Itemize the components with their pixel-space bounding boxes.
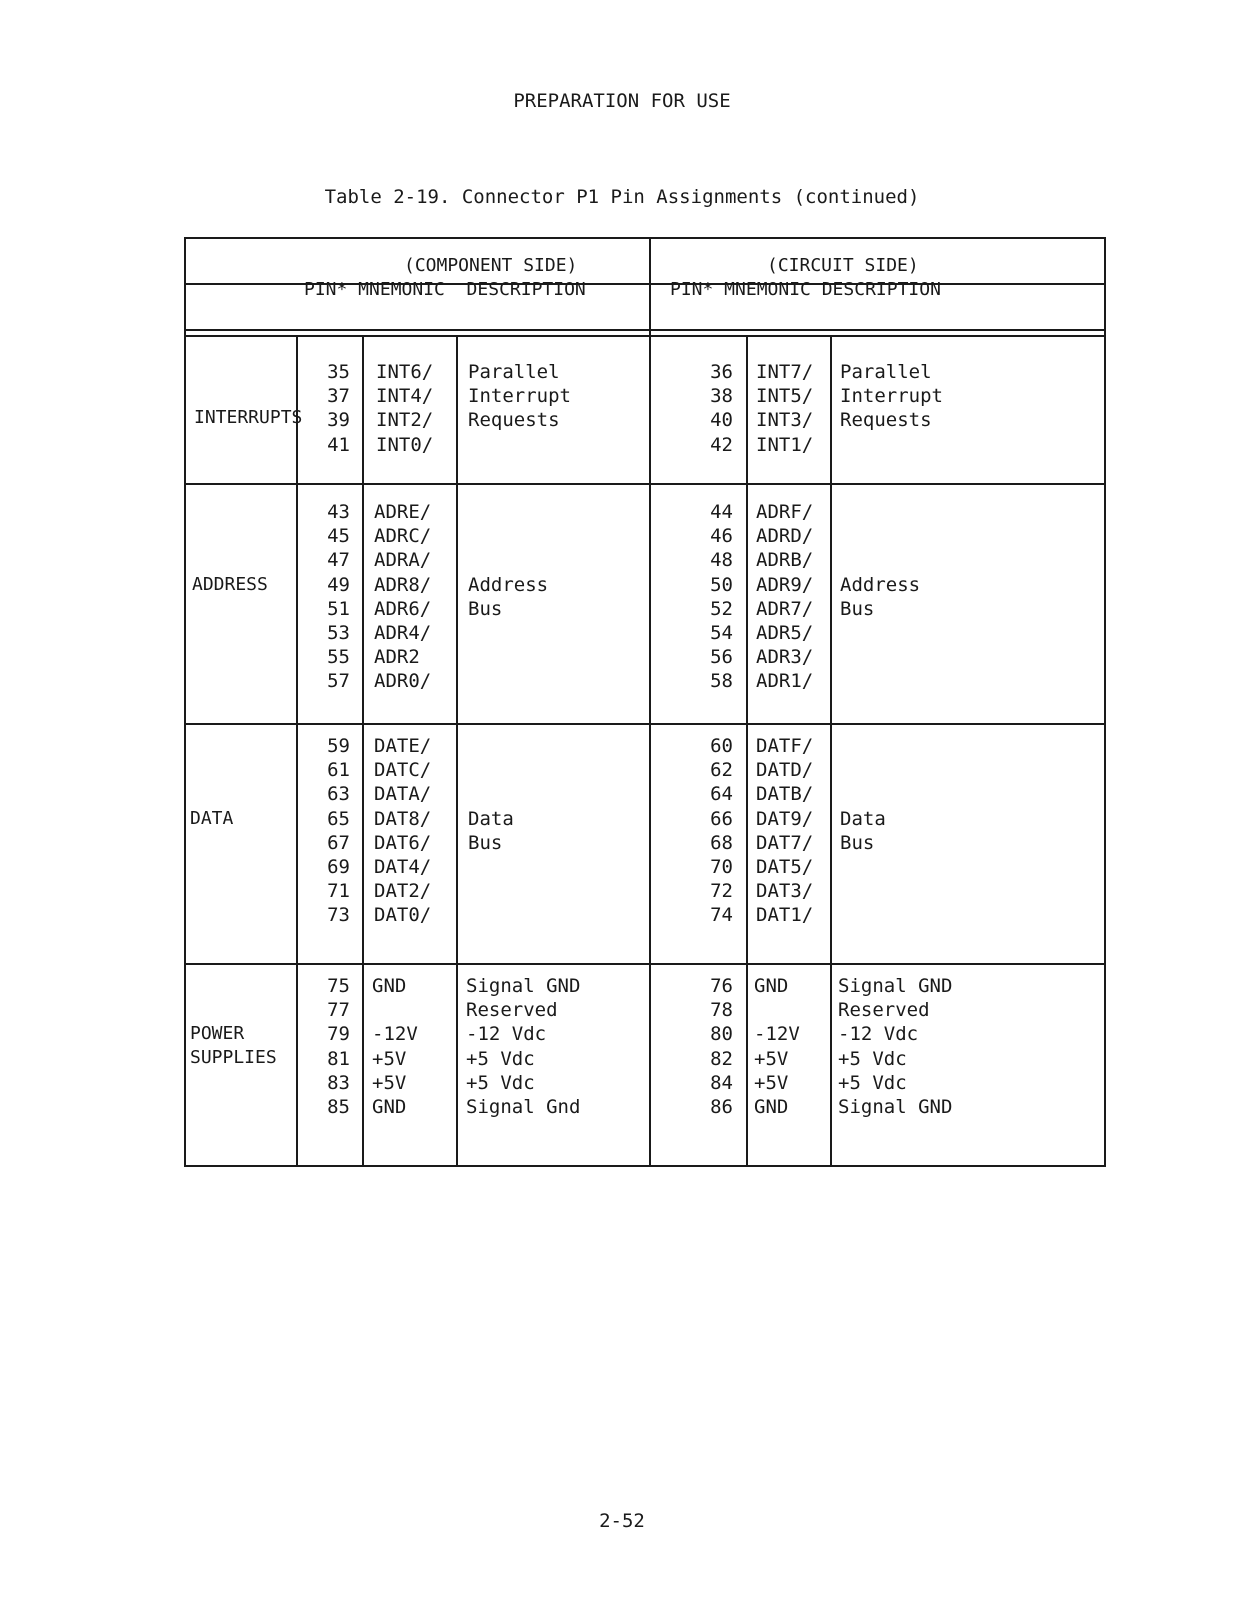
group-label-line: SUPPLIES: [190, 1047, 277, 1068]
mnemonic: GND: [372, 975, 407, 997]
pin: 76: [710, 975, 733, 997]
mnemonic: DAT7/: [756, 831, 814, 854]
pin: 68: [710, 831, 733, 854]
pin: 44: [710, 501, 733, 523]
description: Address: [468, 573, 549, 596]
pin: 52: [710, 597, 733, 620]
component-descriptions-interrupts: [468, 360, 688, 457]
pin: 69: [327, 855, 350, 878]
circuit-column-headers: PIN* MNEMONIC DESCRIPTION: [670, 279, 941, 300]
description: [840, 548, 1060, 572]
description: [840, 524, 1060, 548]
description: Requests: [840, 409, 932, 432]
mnemonic: INT7/: [756, 361, 814, 383]
mnemonic: GND: [754, 1095, 789, 1118]
pin: 74: [710, 904, 733, 927]
mnemonic: ADRD/: [756, 525, 814, 548]
mnemonic: DATD/: [756, 759, 814, 782]
mnemonic: DATC/: [374, 759, 432, 782]
component-mnemonics-data: [374, 734, 459, 928]
pin: 50: [710, 573, 733, 596]
pin: 63: [327, 783, 350, 806]
description: Parallel: [468, 361, 560, 383]
description: [840, 621, 1060, 645]
description: Data: [840, 807, 886, 830]
component-descriptions-data: [468, 734, 688, 928]
description: Requests: [468, 409, 560, 432]
group-label-interrupts: INTERRUPTS: [194, 407, 303, 428]
mnemonic: DATA/: [374, 783, 432, 806]
description: Interrupt: [840, 385, 943, 408]
description: [468, 855, 688, 879]
mnemonic: DAT5/: [756, 855, 814, 878]
group-label-power-supplies: [190, 1022, 277, 1070]
mnemonic: DATE/: [374, 735, 432, 757]
mnemonic: ADRC/: [374, 525, 432, 548]
circuit-pins-interrupts: [693, 360, 733, 457]
circuit-descriptions-interrupts: [840, 360, 1060, 457]
mnemonic: ADR6/: [374, 597, 432, 620]
pin: 77: [327, 999, 350, 1022]
mnemonic: -12V: [372, 1023, 418, 1046]
pin: 71: [327, 880, 350, 903]
component-pins-address: [310, 500, 350, 694]
circuit-pins-power: [693, 974, 733, 1119]
description: +5 Vdc: [838, 1047, 907, 1070]
pin: 55: [327, 646, 350, 669]
pin: 37: [327, 385, 350, 408]
description: [468, 758, 688, 782]
pin: 58: [710, 670, 733, 693]
description: [840, 758, 1060, 782]
mnemonic: DAT1/: [756, 904, 814, 927]
mnemonic: INT5/: [756, 385, 814, 408]
description: [468, 734, 688, 758]
pin: 42: [710, 433, 733, 456]
mnemonic: INT2/: [376, 409, 434, 432]
description: Data: [468, 807, 514, 830]
mnemonic: +5V: [754, 1047, 789, 1070]
pin: 83: [327, 1071, 350, 1094]
mnemonic: INT4/: [376, 385, 434, 408]
description: -12 Vdc: [466, 1023, 547, 1046]
pin: 48: [710, 549, 733, 572]
pin: 66: [710, 807, 733, 830]
pin: 86: [710, 1095, 733, 1118]
pin: 53: [327, 621, 350, 644]
pin: 57: [327, 670, 350, 693]
mnemonic: DAT2/: [374, 880, 432, 903]
component-pins-interrupts: [310, 360, 350, 457]
pin: 81: [327, 1047, 350, 1070]
description: [468, 433, 688, 457]
component-mnemonics-interrupts: [376, 360, 461, 457]
description: Bus: [468, 831, 503, 854]
pin: 62: [710, 759, 733, 782]
description: Signal Gnd: [466, 1095, 581, 1118]
pin: 84: [710, 1071, 733, 1094]
mnemonic: INT0/: [376, 433, 434, 456]
mnemonic: [372, 998, 457, 1022]
mnemonic: INT6/: [376, 361, 434, 383]
mnemonic: INT1/: [756, 433, 814, 456]
description: [840, 879, 1060, 903]
pin: 41: [327, 433, 350, 456]
pin: 35: [327, 361, 350, 383]
pin: 36: [710, 361, 733, 383]
circuit-mnemonics-interrupts: [756, 360, 841, 457]
mnemonic: DAT3/: [756, 880, 814, 903]
pin: 51: [327, 597, 350, 620]
pin: 72: [710, 880, 733, 903]
mnemonic: ADR0/: [374, 670, 432, 693]
component-mnemonics-address: [374, 500, 459, 694]
component-column-headers: PIN* MNEMONIC DESCRIPTION: [304, 279, 586, 300]
pin: 46: [710, 525, 733, 548]
description: -12 Vdc: [838, 1023, 919, 1046]
description: [840, 903, 1060, 927]
description: [840, 782, 1060, 806]
page-number: 2-52: [599, 1510, 645, 1532]
mnemonic: DAT6/: [374, 831, 432, 854]
circuit-mnemonics-power: [754, 974, 839, 1119]
mnemonic: DAT4/: [374, 855, 432, 878]
description: +5 Vdc: [466, 1047, 535, 1070]
circuit-side-title: (CIRCUIT SIDE): [767, 255, 919, 276]
circuit-descriptions-power: [838, 974, 1058, 1119]
description: [468, 903, 688, 927]
mnemonic: [754, 998, 839, 1022]
description: [468, 524, 688, 548]
component-side-title: (COMPONENT SIDE): [404, 255, 578, 276]
mnemonic: GND: [754, 975, 789, 997]
mnemonic: INT3/: [756, 409, 814, 432]
mnemonic: DAT8/: [374, 807, 432, 830]
pin: 54: [710, 621, 733, 644]
pin: 78: [710, 999, 733, 1022]
description: Signal GND: [838, 1095, 953, 1118]
component-descriptions-address: [468, 500, 688, 694]
description: Bus: [840, 831, 875, 854]
pin-assignment-table: [184, 237, 1106, 1167]
description: [468, 782, 688, 806]
pin: 61: [327, 759, 350, 782]
pin: 70: [710, 855, 733, 878]
description: [468, 621, 688, 645]
component-pins-data: [310, 734, 350, 928]
description: Reserved: [466, 999, 558, 1022]
pin: 56: [710, 646, 733, 669]
mnemonic: +5V: [372, 1071, 407, 1094]
mnemonic: ADR3/: [756, 646, 814, 669]
description: Address: [840, 573, 921, 596]
description: [468, 879, 688, 903]
description: Parallel: [840, 361, 932, 383]
pin: 45: [327, 525, 350, 548]
circuit-descriptions-address: [840, 500, 1060, 694]
pin: 79: [327, 1023, 350, 1046]
group-label-line: POWER: [190, 1023, 245, 1044]
description: Bus: [468, 597, 503, 620]
description: [840, 734, 1060, 758]
component-mnemonics-power: [372, 974, 457, 1119]
table-title: Table 2-19. Connector P1 Pin Assignments (continued): [324, 186, 920, 208]
mnemonic: DAT9/: [756, 807, 814, 830]
description: [468, 548, 688, 572]
mnemonic: DAT0/: [374, 904, 432, 927]
description: [840, 645, 1060, 669]
description: [840, 500, 1060, 524]
mnemonic: -12V: [754, 1023, 800, 1046]
group-label-address: ADDRESS: [192, 574, 268, 595]
group-label-data: DATA: [190, 808, 234, 829]
description: Signal GND: [838, 975, 953, 997]
mnemonic: DATB/: [756, 783, 814, 806]
description: [840, 433, 1060, 457]
mnemonic: ADR2: [374, 646, 420, 669]
mnemonic: GND: [372, 1095, 407, 1118]
component-descriptions-power: [466, 974, 686, 1119]
pin: 75: [327, 975, 350, 997]
mnemonic: +5V: [372, 1047, 407, 1070]
mnemonic: ADR4/: [374, 621, 432, 644]
pin: 60: [710, 735, 733, 757]
circuit-pins-data: [693, 734, 733, 928]
mnemonic: ADRE/: [374, 501, 432, 523]
pin: 40: [710, 409, 733, 432]
description: [468, 645, 688, 669]
mnemonic: DATF/: [756, 735, 814, 757]
circuit-mnemonics-data: [756, 734, 841, 928]
mnemonic: ADRA/: [374, 549, 432, 572]
circuit-pins-address: [693, 500, 733, 694]
description: [468, 669, 688, 693]
pin: 73: [327, 904, 350, 927]
description: +5 Vdc: [466, 1071, 535, 1094]
pin: 39: [327, 409, 350, 432]
pin: 64: [710, 783, 733, 806]
pin: 65: [327, 807, 350, 830]
pin: 85: [327, 1095, 350, 1118]
mnemonic: ADRF/: [756, 501, 814, 523]
pin: 59: [327, 735, 350, 757]
pin: 49: [327, 573, 350, 596]
description: [840, 855, 1060, 879]
circuit-mnemonics-address: [756, 500, 841, 694]
pin: 43: [327, 501, 350, 523]
description: Signal GND: [466, 975, 581, 997]
pin: 67: [327, 831, 350, 854]
description: +5 Vdc: [838, 1071, 907, 1094]
running-head: PREPARATION FOR USE: [513, 90, 731, 112]
mnemonic: ADRB/: [756, 549, 814, 572]
component-pins-power: [310, 974, 350, 1119]
mnemonic: ADR8/: [374, 573, 432, 596]
mnemonic: ADR5/: [756, 621, 814, 644]
description: [468, 500, 688, 524]
pin: 38: [710, 385, 733, 408]
circuit-descriptions-data: [840, 734, 1060, 928]
pin: 82: [710, 1047, 733, 1070]
mnemonic: ADR9/: [756, 573, 814, 596]
pin: 80: [710, 1023, 733, 1046]
pin: 47: [327, 549, 350, 572]
mnemonic: +5V: [754, 1071, 789, 1094]
mnemonic: ADR1/: [756, 670, 814, 693]
description: [840, 669, 1060, 693]
description: Interrupt: [468, 385, 571, 408]
description: Reserved: [838, 999, 930, 1022]
mnemonic: ADR7/: [756, 597, 814, 620]
description: Bus: [840, 597, 875, 620]
